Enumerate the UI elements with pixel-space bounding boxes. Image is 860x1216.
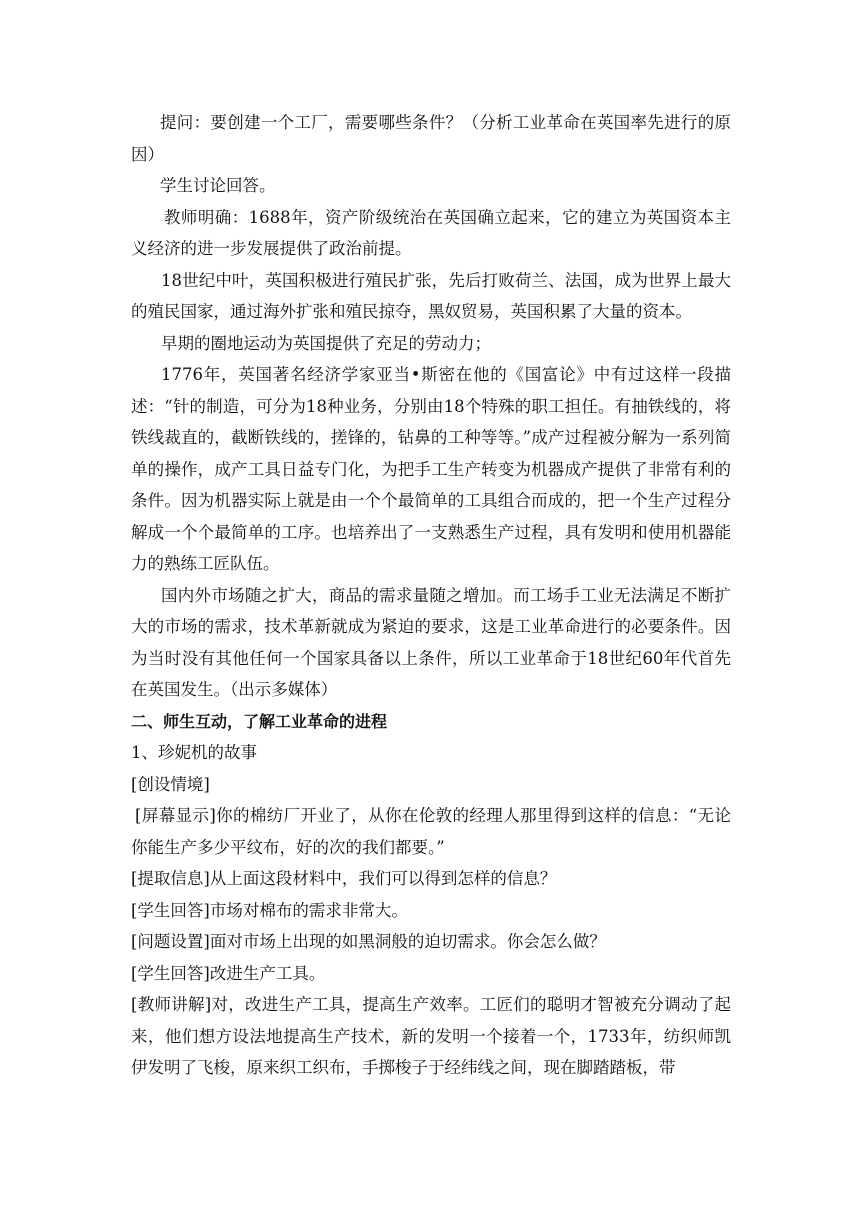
- paragraph-adam-smith: 1776年，英国著名经济学家亚当•斯密在他的《国富论》中有过这样一段描述：“针的制造，可分为18种业务，分别由18个特殊的职工担任。有抽铁线的，将铁线裁直的，截断铁线的，搓锋的，钻鼻的工种等等。”成产过程被分解为一系列简单的操作，成产工具日益专门化，为把手工生产转变为机器成产提供了非常有利的条件。因为机器实际上就是由一个个最简单的工具组合而成的，把一个生产过程分解成一个个最简单的工序。也培养出了一支熟悉生产过程，具有发明和使用机器能力的熟练工匠队伍。: [131, 365, 731, 573]
- document-page: [131, 107, 731, 1084]
- paragraph-teacher-explain: [教师讲解]对，改进生产工具，提高生产效率。工匠们的聪明才智被充分调动了起来，他们想方设法地提高生产技术，新的发明一个接着一个，1733年，纺织师凯伊发明了飞梭，原来织工织布，手掷梭子于经纬线之间，现在脚踏踏板，带: [131, 995, 731, 1077]
- paragraph-market-expansion: 国内外市场随之扩大，商品的需求量随之增加。而工场手工业无法满足不断扩大的市场的需求，技术革新就成为紧迫的要求，这是工业革命进行的必要条件。因为当时没有其他任何一个国家具备以上条件，所以工业革命于18世纪60年代首先在英国发生。（出示多媒体）: [131, 585, 731, 699]
- paragraph-extract-info: [提取信息]从上面这段材料中，我们可以得到怎样的信息？: [131, 869, 557, 888]
- paragraph-question-setting: [问题设置]面对市场上出现的如黑洞般的迫切需求。你会怎么做？: [131, 932, 606, 951]
- paragraph-student-answer-2: [学生回答]改进生产工具。: [131, 963, 326, 983]
- paragraph-teacher-clarify: 教师明确：1688年，资产阶级统治在英国确立起来，它的建立为英国资本主义经济的进一步发展提供了政治前提。: [131, 207, 731, 258]
- paragraph-student-discussion: 学生讨论回答。: [160, 176, 276, 195]
- paragraph-student-answer-1: [学生回答]市场对棉布的需求非常大。: [131, 900, 408, 920]
- paragraph-scenario-label: [创设情境]: [131, 774, 210, 794]
- paragraph-screen-display: [屏幕显示]你的棉纺厂开业了，从你在伦敦的经理人那里得到这样的信息：“无论你能生产多少平纹布，好的次的我们都要。”: [131, 806, 731, 857]
- paragraph-enclosure: 早期的圈地运动为英国提供了充足的劳动力；: [161, 333, 491, 353]
- subsection-title: 1、珍妮机的故事: [131, 743, 257, 762]
- paragraph-question: 提问：要创建一个工厂，需要哪些条件？（分析工业革命在英国率先进行的原因）: [131, 113, 731, 164]
- paragraph-colonial-expansion: 18世纪中叶，英国积极进行殖民扩张，先后打败荷兰、法国，成为世界上最大的殖民国家，通过海外扩张和殖民掠夺，黑奴贸易，英国积累了大量的资本。: [131, 270, 731, 321]
- section-heading: 二、师生互动，了解工业革命的进程: [131, 711, 388, 731]
